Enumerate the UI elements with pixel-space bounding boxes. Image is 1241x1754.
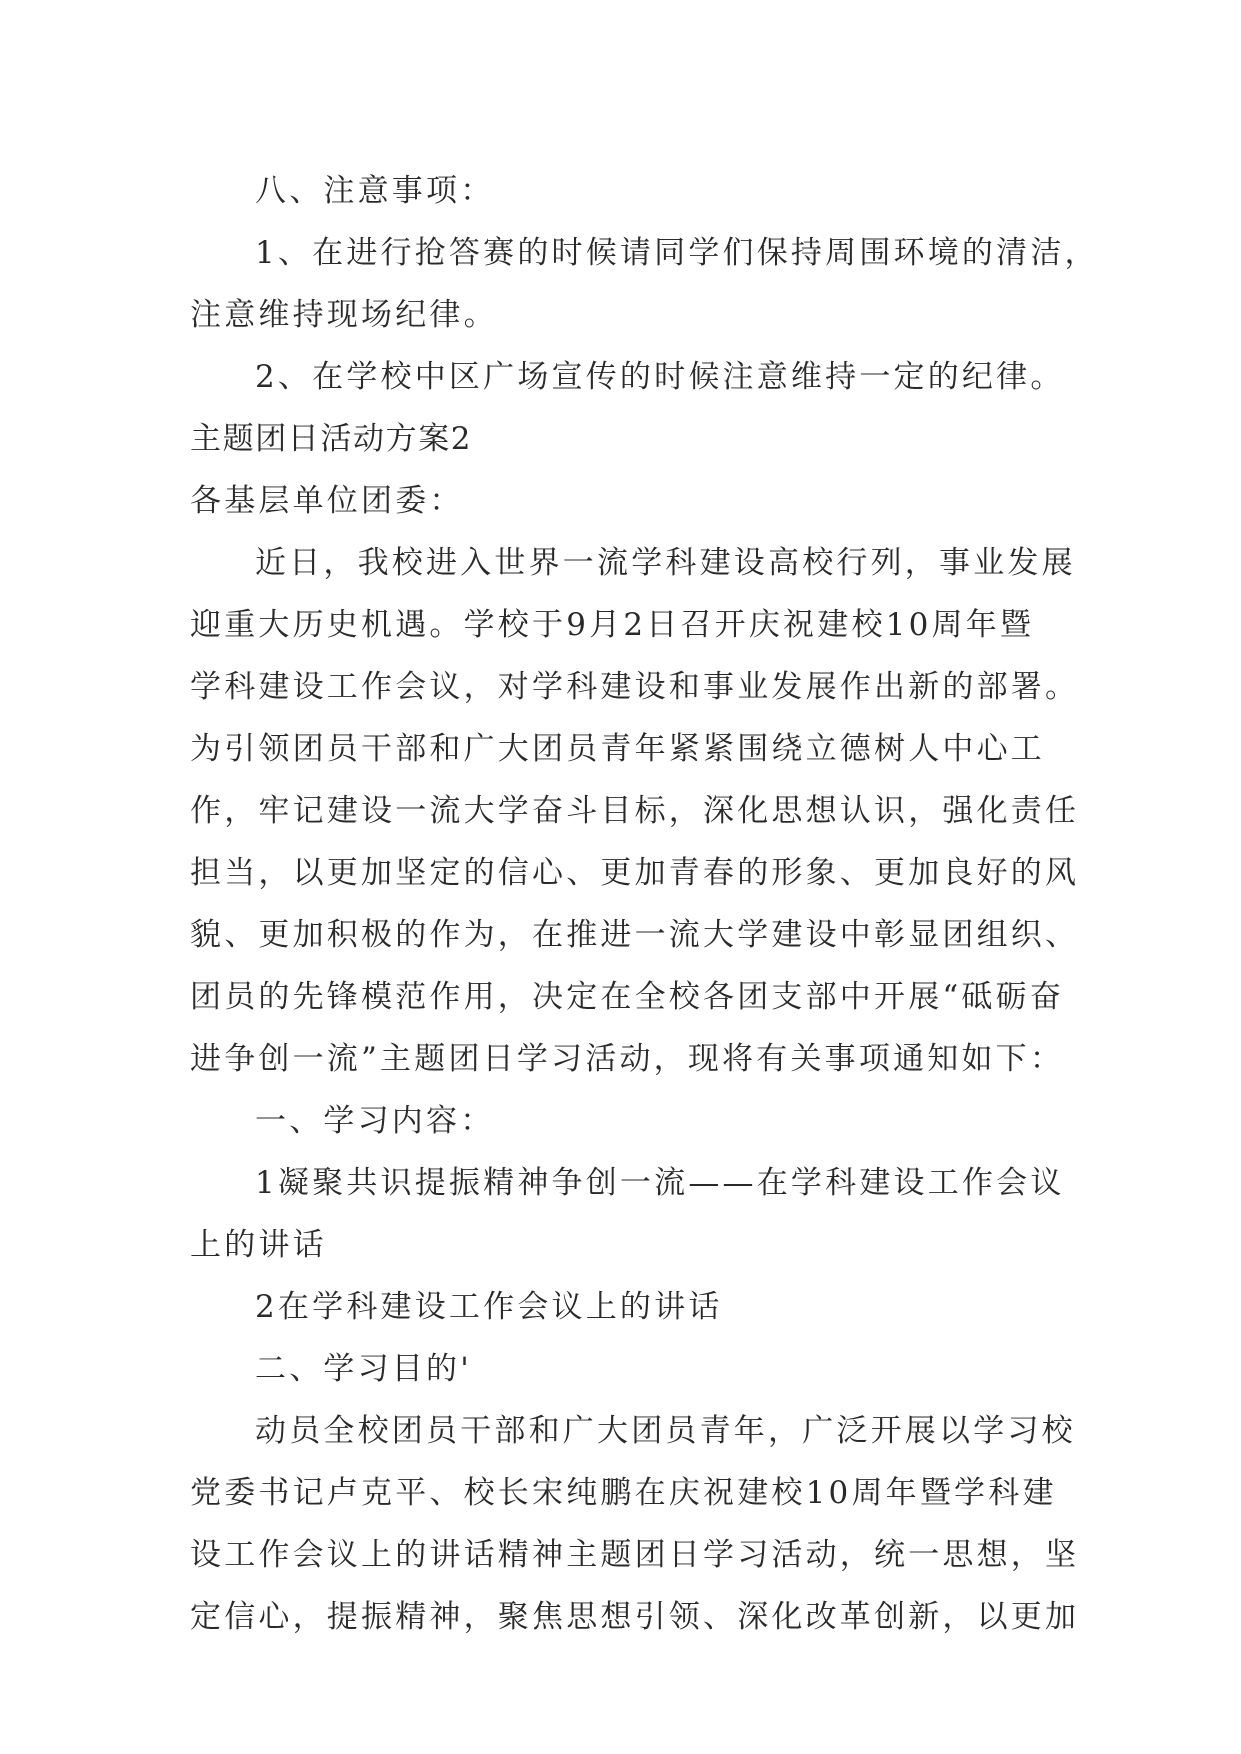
paragraph-line: 党委书记卢克平、校长宋纯鹏在庆祝建校10周年暨学科建 — [190, 1475, 1057, 1511]
paragraph-line: 设工作会议上的讲话精神主题团日学习活动，统一思想，坚 — [190, 1537, 1080, 1573]
paragraph-line: 近日，我校进入世界一流学科建设高校行列，事业发展 — [255, 545, 1076, 581]
paragraph-line: 担当，以更加坚定的信心、更加青春的形象、更加良好的风 — [190, 855, 1080, 891]
paragraph-line: 1、在进行抢答赛的时候请同学们保持周围环境的清洁， — [255, 235, 1099, 271]
paragraph-line: 貌、更加积极的作为，在推进一流大学建设中彰显团组织、 — [190, 917, 1080, 953]
salutation: 各基层单位团委： — [190, 483, 464, 519]
paragraph-line: 动员全校团员干部和广大团员青年，广泛开展以学习校 — [255, 1413, 1076, 1449]
section-heading-8: 八、注意事项： — [255, 173, 495, 209]
paragraph-line: 注意维持现场纪律。 — [190, 297, 498, 333]
paragraph-line: 为引领团员干部和广大团员青年紧紧围绕立德树人中心工 — [190, 731, 1045, 767]
paragraph-line: 作，牢记建设一流大学奋斗目标，深化思想认识，强化责任 — [190, 793, 1080, 829]
list-item: 1凝聚共识提振精神争创一流——在学科建设工作会议 — [255, 1165, 1065, 1201]
paragraph-line: 团员的先锋模范作用，决定在全校各团支部中开展“砥砺奋 — [190, 979, 1065, 1015]
paragraph-line: 进争创一流”主题团日学习活动，现将有关事项通知如下： — [190, 1041, 1065, 1077]
list-item-continuation: 上的讲话 — [190, 1227, 327, 1263]
section-heading-2: 二、学习目的' — [255, 1351, 472, 1387]
paragraph-line: 学科建设工作会议，对学科建设和事业发展作出新的部署。 — [190, 669, 1080, 705]
list-item: 2在学科建设工作会议上的讲话 — [255, 1289, 723, 1325]
paragraph-line: 2、在学校中区广场宣传的时候注意维持一定的纪律。 — [255, 359, 1065, 395]
document-title: 主题团日活动方案2 — [190, 421, 473, 457]
paragraph-line: 迎重大历史机遇。学校于9月2日召开庆祝建校10周年暨 — [190, 607, 1035, 643]
document-body — [190, 160, 1099, 1648]
section-heading-1: 一、学习内容： — [255, 1103, 495, 1139]
paragraph-line: 定信心，提振精神，聚焦思想引领、深化改革创新，以更加 — [190, 1599, 1080, 1635]
